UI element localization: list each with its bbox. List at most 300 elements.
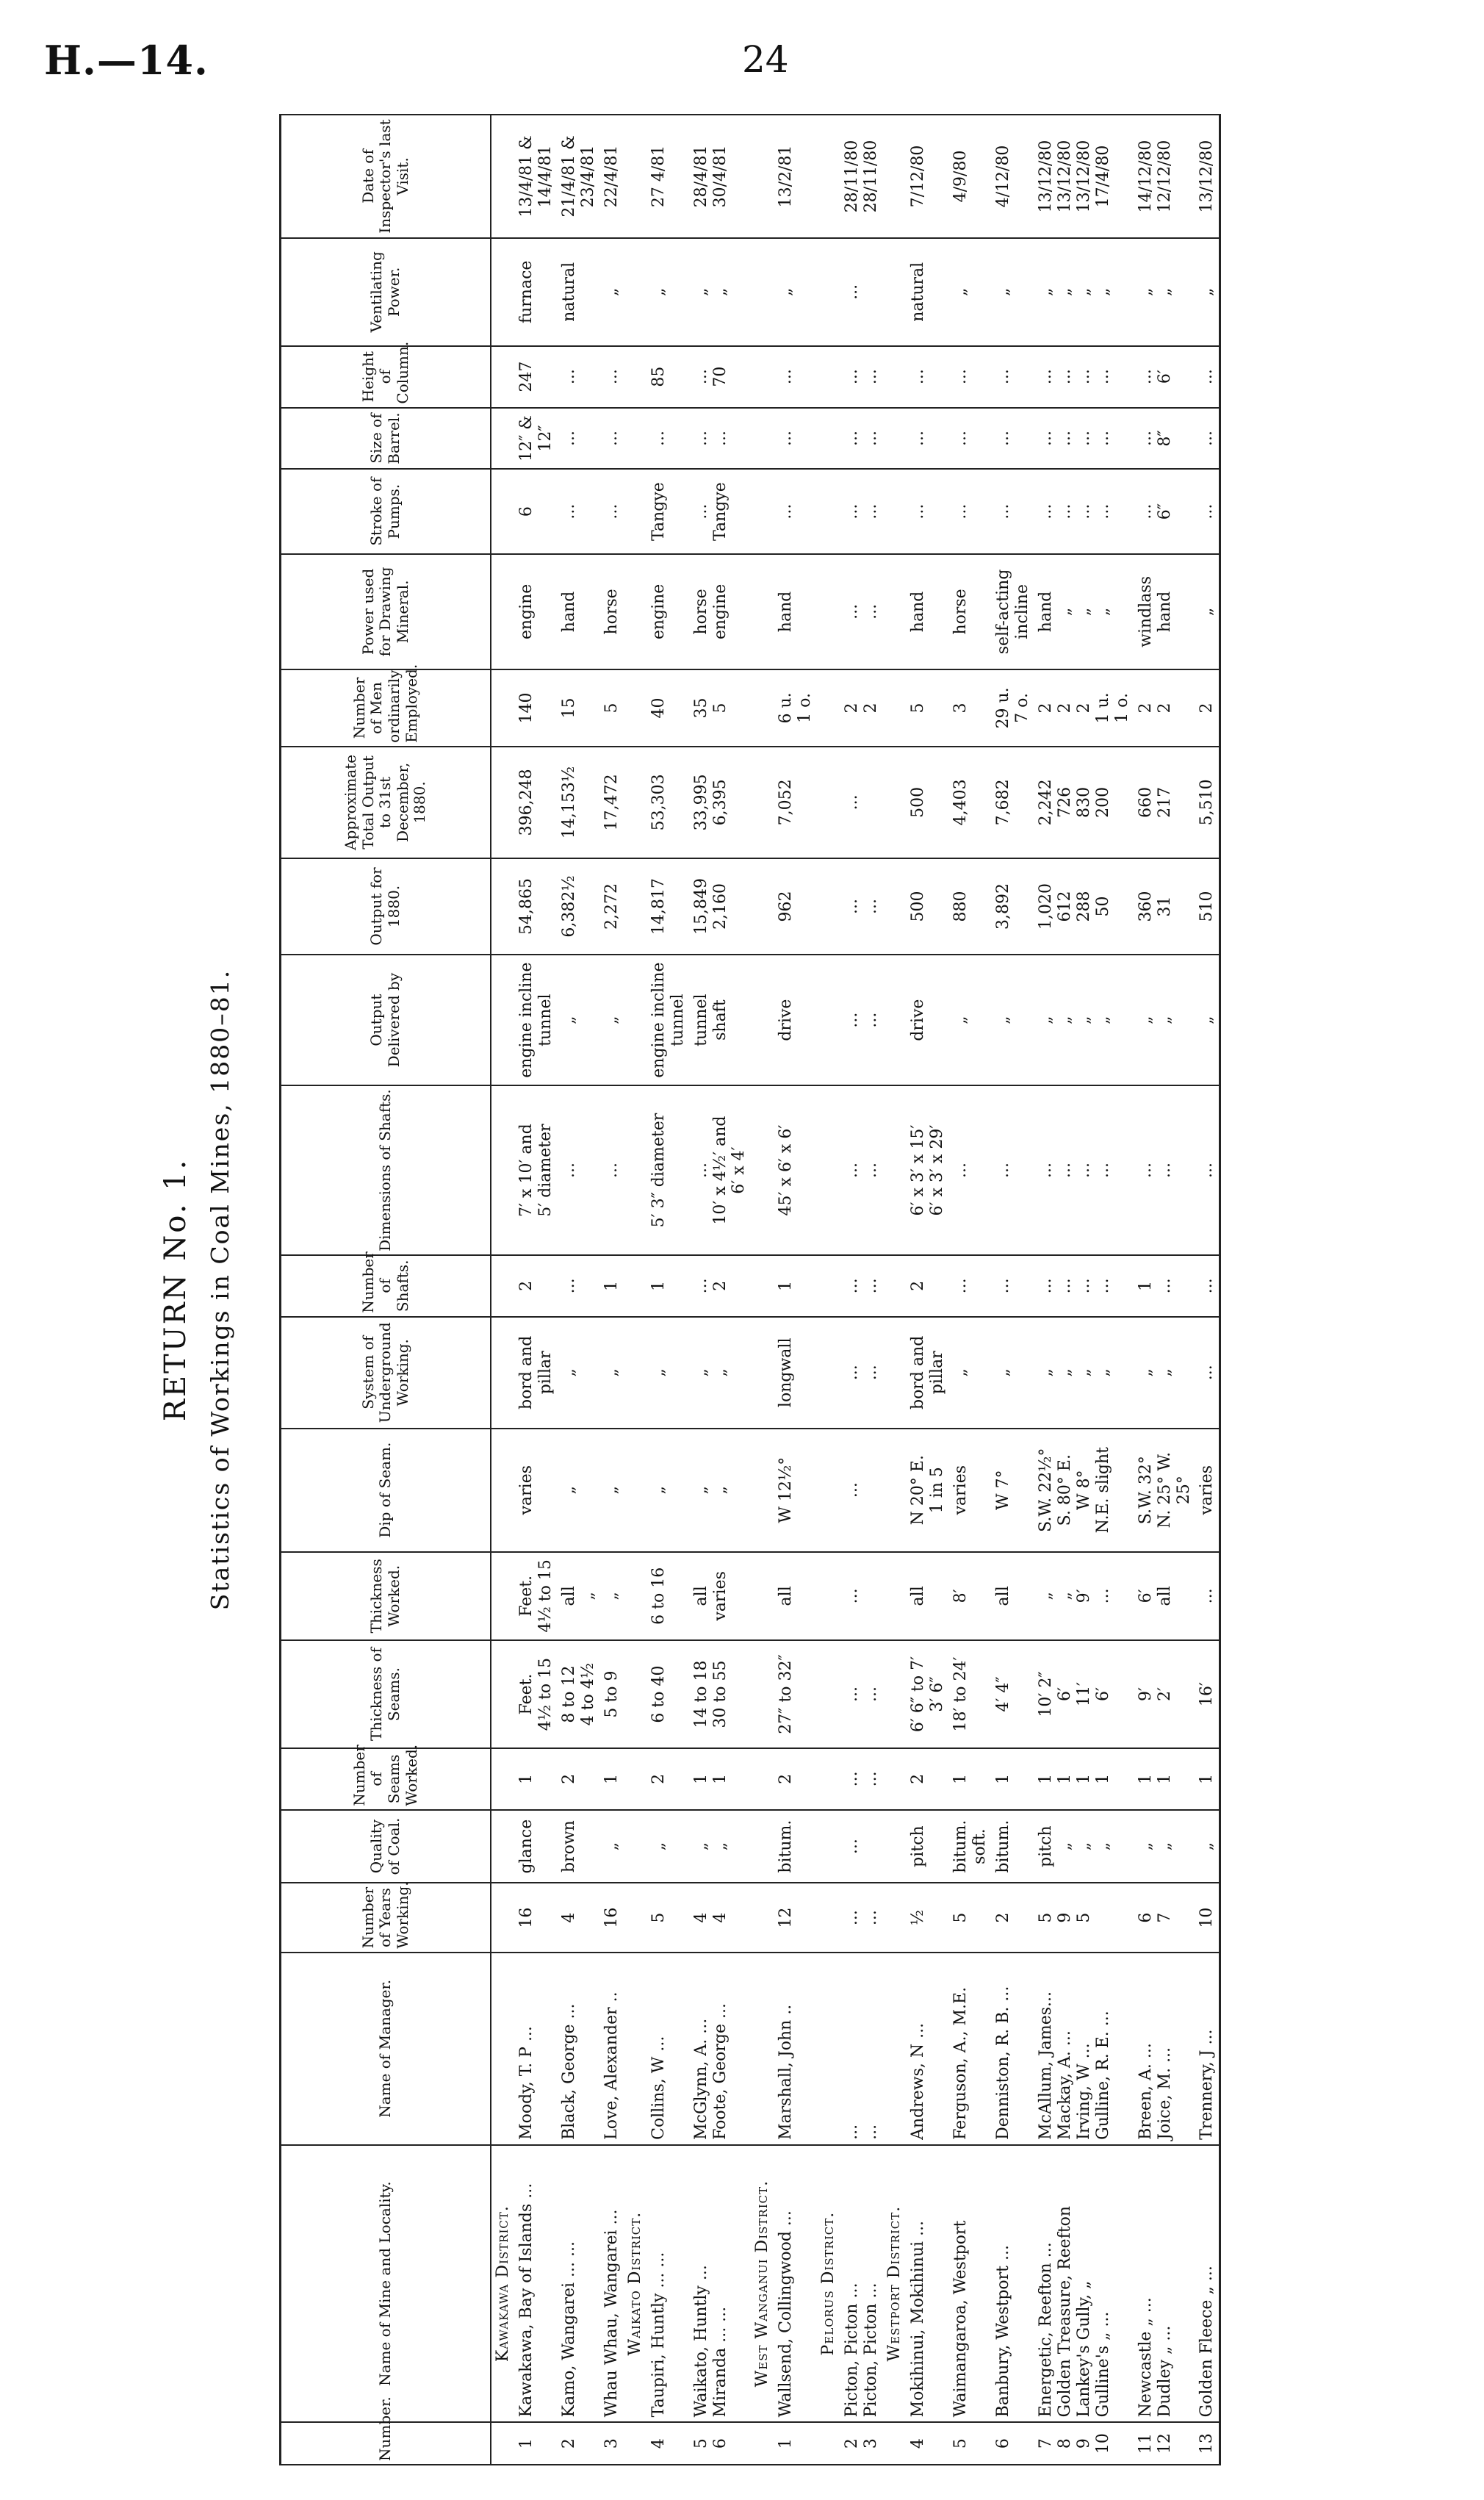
- table-cell: „ „: [690, 1317, 752, 1429]
- table-cell: 16: [515, 1883, 558, 1952]
- table-row: [515, 115, 558, 2465]
- table-cell: „ „: [1134, 955, 1196, 1085]
- table-cell: ... Tangye: [690, 469, 752, 553]
- table-cell: W 7°: [992, 1429, 1034, 1552]
- table-cell: ... ...: [840, 1883, 883, 1952]
- table-subtitle: Statistics of Workings in Coal Mines, 1880–81.: [206, 969, 234, 1611]
- table-cell: 18′ to 24′: [949, 1640, 992, 1748]
- table-row: [558, 115, 600, 2465]
- table-cell: 2: [907, 1255, 949, 1317]
- table-cell: ... ... ... ...: [1034, 1255, 1134, 1317]
- table-cell: ...: [907, 408, 949, 470]
- table-cell: brown: [558, 1810, 600, 1883]
- table-cell: N 20° E. 1 in 5: [907, 1429, 949, 1552]
- table-cell: Waikato, Huntly ... Miranda ... ...: [690, 2145, 752, 2422]
- table-cell: 140: [515, 669, 558, 747]
- table-cell: 2 3: [840, 2422, 883, 2465]
- table-cell: all: [907, 1552, 949, 1641]
- table-cell: horse: [949, 554, 992, 669]
- table-cell: 3,892: [992, 858, 1034, 955]
- table-cell: 2: [774, 1748, 817, 1810]
- table-cell: ... ...: [840, 408, 883, 470]
- table-cell: drive: [774, 955, 817, 1085]
- table-cell: „: [558, 955, 600, 1085]
- table-cell: 6′ all: [1134, 1552, 1196, 1641]
- table-cell: horse: [600, 554, 624, 669]
- table-cell: „: [992, 1317, 1034, 1429]
- table-cell: ...: [992, 408, 1034, 470]
- table-cell: „ „: [690, 238, 752, 346]
- table-cell: ... ...: [840, 1255, 883, 1317]
- table-cell: 5 9 5: [1034, 1883, 1134, 1952]
- table-cell: 3: [600, 2422, 624, 2465]
- table-cell: all varies: [690, 1552, 752, 1641]
- table-cell: 7′ x 10′ and 5′ diameter: [515, 1085, 558, 1255]
- table-cell: 45′ x 6′ x 6′: [774, 1085, 817, 1255]
- table-cell: 1 ...: [1134, 1255, 1196, 1317]
- table-cell: windlass hand: [1134, 554, 1196, 669]
- table-cell: ... 10′ x 4½′ and 6′ x 4′: [690, 1085, 752, 1255]
- table-cell: ...: [840, 1552, 883, 1641]
- table-cell: 2: [1195, 669, 1220, 747]
- table-cell: Kamo, Wangarei ... ...: [558, 2145, 600, 2422]
- table-cell: Feet. 4½ to 15: [515, 1640, 558, 1748]
- district-row: [751, 115, 774, 2465]
- table-cell: 4′ 4″: [992, 1640, 1034, 1748]
- column-header: Dimensions of Shafts.: [281, 1085, 491, 1255]
- table-cell: „: [992, 955, 1034, 1085]
- table-cell: 1 1 1 1: [1034, 1748, 1134, 1810]
- table-row: [840, 115, 883, 2465]
- table-cell: 2 2: [1134, 669, 1196, 747]
- table-cell: 360 31: [1134, 858, 1196, 955]
- table-cell: 7,682: [992, 747, 1034, 858]
- table-cell: 4: [558, 1883, 600, 1952]
- table-cell: ...: [949, 469, 992, 553]
- table-cell: 7 8 9 10: [1034, 2422, 1134, 2465]
- table-cell: ...: [1195, 346, 1220, 408]
- table-cell: 12: [774, 1883, 817, 1952]
- table-cell: 4 4: [690, 1883, 752, 1952]
- table-cell: 28/4/81 30/4/81: [690, 115, 752, 238]
- table-cell: Taupiri, Huntly ... ...: [647, 2145, 690, 2422]
- table-cell: self-acting incline: [992, 554, 1034, 669]
- table-cell: bitum.: [992, 1810, 1034, 1883]
- column-header: Output for 1880.: [281, 858, 491, 955]
- table-cell: ...: [600, 408, 624, 470]
- table-cell: 54,865: [515, 858, 558, 955]
- table-cell: ...: [1195, 1317, 1220, 1429]
- table-cell: ... 2: [690, 1255, 752, 1317]
- table-cell: ...: [992, 1255, 1034, 1317]
- table-cell: ...: [949, 346, 992, 408]
- table-cell: all „: [558, 1552, 600, 1641]
- table-cell: natural: [558, 238, 600, 346]
- table-cell: Feet. 4½ to 15: [515, 1552, 558, 1641]
- table-cell: 4: [647, 2422, 690, 2465]
- table-cell: ...: [907, 346, 949, 408]
- table-cell: 2: [992, 1883, 1034, 1952]
- table-cell: 500: [907, 747, 949, 858]
- table-cell: 2,242 726 830 200: [1034, 747, 1134, 858]
- district-name: Waikato District.: [624, 2145, 647, 2422]
- table-cell: 8′: [949, 1552, 992, 1641]
- column-header: Thickness of Seams.: [281, 1640, 491, 1748]
- table-cell: 28/11/80 28/11/80: [840, 115, 883, 238]
- table-cell: hand „ „ „: [1034, 554, 1134, 669]
- table-cell: 2 2: [840, 669, 883, 747]
- table-cell: pitch „ „ „: [1034, 1810, 1134, 1883]
- table-cell: 33,995 6,395: [690, 747, 752, 858]
- district-name: West Wanganui District.: [751, 2145, 774, 2422]
- table-cell: 5: [949, 2422, 992, 2465]
- table-cell: 7,052: [774, 747, 817, 858]
- table-cell: Tangye: [647, 469, 690, 553]
- table-cell: „: [647, 1810, 690, 1883]
- table-cell: 10: [1195, 1883, 1220, 1952]
- district-row: [491, 115, 515, 2465]
- table-cell: ...: [840, 1810, 883, 1883]
- table-cell: S.W. 32° N. 25° W. 25°: [1134, 1429, 1196, 1552]
- table-cell: „: [949, 955, 992, 1085]
- table-cell: Marshall, John ..: [774, 1953, 817, 2145]
- table-cell: McGlynn, A. ... Foote, George ...: [690, 1953, 752, 2145]
- page-header: [44, 37, 1440, 103]
- table-cell: 6 u. 1 o.: [774, 669, 817, 747]
- coal-mines-table: [279, 114, 1221, 2465]
- table-cell: 6 to 40: [647, 1640, 690, 1748]
- table-cell: 21/4/81 & 23/4/81: [558, 115, 600, 238]
- table-cell: 7/12/80: [907, 115, 949, 238]
- table-cell: ... ... ... ...: [1034, 469, 1134, 553]
- table-cell: 2: [647, 1748, 690, 1810]
- table-cell: ... ...: [840, 858, 883, 955]
- table-cell: 247: [515, 346, 558, 408]
- table-cell: 14/12/80 12/12/80: [1134, 115, 1196, 238]
- column-header: Output Delivered by: [281, 955, 491, 1085]
- column-header: System of Underground Working.: [281, 1317, 491, 1429]
- table-cell: ...: [949, 1085, 992, 1255]
- table-row: [992, 115, 1034, 2465]
- table-cell: 6 7: [1134, 1883, 1196, 1952]
- column-header: Approximate Total Output to 31st December, 1880.: [281, 747, 491, 858]
- table-cell: ... ...: [840, 469, 883, 553]
- table-cell: ...: [774, 408, 817, 470]
- table-cell: „ „ „ „: [1034, 1317, 1134, 1429]
- table-cell: bitum.: [774, 1810, 817, 1883]
- table-cell: engine: [515, 554, 558, 669]
- table-cell: 500: [907, 858, 949, 955]
- column-header: Number of Years Working.: [281, 1883, 491, 1952]
- table-cell: 12″ & 12″: [515, 408, 558, 470]
- table-cell: ½: [907, 1883, 949, 1952]
- column-header: Quality of Coal.: [281, 1810, 491, 1883]
- table-cell: „: [949, 238, 992, 346]
- table-cell: ...: [840, 238, 883, 346]
- table-caption: [154, 114, 272, 2465]
- column-header: Number of Seams Worked.: [281, 1748, 491, 1810]
- table-cell: Wallsend, Collingwood ...: [774, 2145, 817, 2422]
- column-header: Name of Mine and Locality.: [281, 2145, 491, 2422]
- table-cell: „: [600, 955, 624, 1085]
- table-row: [1134, 115, 1196, 2465]
- table-cell: McAllum, James... Mackay, A. ... Irving, W ... Gulline, R. E. ...: [1034, 1953, 1134, 2145]
- table-cell: 5′ 3″ diameter: [647, 1085, 690, 1255]
- table-cell: ...: [600, 469, 624, 553]
- table-cell: „: [949, 1317, 992, 1429]
- table-cell: 53,303: [647, 747, 690, 858]
- table-cell: 13: [1195, 2422, 1220, 2465]
- table-body: [491, 115, 1220, 2465]
- table-cell: ...: [992, 1085, 1034, 1255]
- table-cell: ...: [1195, 1255, 1220, 1317]
- district-row: [624, 115, 647, 2465]
- table-cell: ... ...: [840, 346, 883, 408]
- table-cell: all: [992, 1552, 1034, 1641]
- table-cell: 2: [558, 2422, 600, 2465]
- table-cell: Newcastle „ ... Dudley „ ...: [1134, 2145, 1196, 2422]
- table-cell: 35 5: [690, 669, 752, 747]
- table-cell: ...: [949, 408, 992, 470]
- table-cell: 1: [1195, 1748, 1220, 1810]
- table-row: [647, 115, 690, 2465]
- table-cell: furnace: [515, 238, 558, 346]
- table-cell: 16: [600, 1883, 624, 1952]
- district-name: Pelorus District.: [817, 2145, 840, 2422]
- table-cell: 27 4/81: [647, 115, 690, 238]
- table-cell: 5: [907, 669, 949, 747]
- rotated-table-block: [154, 114, 1403, 2465]
- table-cell: „: [1195, 1810, 1220, 1883]
- table-cell: ... ...: [1134, 1085, 1196, 1255]
- table-cell: ... ...: [840, 955, 883, 1085]
- column-header: Number.: [281, 2422, 491, 2465]
- table-cell: ... 70: [690, 346, 752, 408]
- table-row: [690, 115, 752, 2465]
- table-cell: ...: [907, 469, 949, 553]
- page-number: 24: [742, 38, 789, 81]
- table-cell: W 12½°: [774, 1429, 817, 1552]
- table-cell: Whau Whau, Wangarei ...: [600, 2145, 624, 2422]
- table-cell: Trennery, J ...: [1195, 1953, 1220, 2145]
- table-cell: 880: [949, 858, 992, 955]
- table-cell: 5: [600, 669, 624, 747]
- table-cell: Waimangaroa, Westport: [949, 2145, 992, 2422]
- table-cell: 1: [774, 2422, 817, 2465]
- table-cell: varies: [1195, 1429, 1220, 1552]
- table-cell: Andrews, N ...: [907, 1953, 949, 2145]
- table-cell: „: [1195, 554, 1220, 669]
- column-header: Number of Men ordinarily Employed.: [281, 669, 491, 747]
- table-cell: Golden Fleece „ ...: [1195, 2145, 1220, 2422]
- table-cell: 13/12/80: [1195, 115, 1220, 238]
- table-cell: 40: [647, 669, 690, 747]
- table-cell: 660 217: [1134, 747, 1196, 858]
- table-cell: 6′ x 3′ x 15′ 6′ x 3′ x 29′: [907, 1085, 949, 1255]
- table-cell: 1: [515, 2422, 558, 2465]
- table-cell: 3: [949, 669, 992, 747]
- table-cell: hand: [558, 554, 600, 669]
- table-cell: „: [992, 238, 1034, 346]
- district-row: [817, 115, 840, 2465]
- table-cell: longwall: [774, 1317, 817, 1429]
- table-cell: Collins, W ...: [647, 1953, 690, 2145]
- table-cell: „: [558, 1317, 600, 1429]
- table-cell: engine: [647, 554, 690, 669]
- table-cell: S.W. 22½° S. 80° E. W 8° N.E. slight: [1034, 1429, 1134, 1552]
- table-cell: 1: [949, 1748, 992, 1810]
- table-cell: 1: [600, 1255, 624, 1317]
- table-cell: Kawakawa, Bay of Islands ...: [515, 2145, 558, 2422]
- table-cell: 6: [515, 469, 558, 553]
- table-cell: 6′ 6″ to 7′ 3′ 6″: [907, 1640, 949, 1748]
- table-cell: ... ...: [840, 1640, 883, 1748]
- table-cell: ... 6′: [1134, 346, 1196, 408]
- table-cell: Denniston, R. B. ...: [992, 1953, 1034, 2145]
- table-cell: varies: [515, 1429, 558, 1552]
- table-cell: Mokihinui, Mokihinui ...: [907, 2145, 949, 2422]
- table-cell: pitch: [907, 1810, 949, 1883]
- table-cell: 510: [1195, 858, 1220, 955]
- column-header: Dip of Seam.: [281, 1429, 491, 1552]
- table-cell: 2 2 2 1 u. 1 o.: [1034, 669, 1134, 747]
- table-cell: ...: [1195, 1552, 1220, 1641]
- table-cell: 8 to 12 4 to 4½: [558, 1640, 600, 1748]
- table-cell: „: [647, 1429, 690, 1552]
- table-cell: 5 to 9: [600, 1640, 624, 1748]
- table-cell: 4: [907, 2422, 949, 2465]
- district-name: Kawakawa District.: [491, 2145, 515, 2422]
- column-header: Size of Barrel.: [281, 408, 491, 470]
- table-cell: tunnel shaft: [690, 955, 752, 1085]
- column-header: Date of Inspector's last Visit.: [281, 115, 491, 238]
- table-cell: „: [600, 1429, 624, 1552]
- table-cell: ... ...: [840, 554, 883, 669]
- column-header: Thickness Worked.: [281, 1552, 491, 1641]
- table-cell: 5: [647, 1883, 690, 1952]
- table-cell: Black, George ...: [558, 1953, 600, 2145]
- table-cell: 14,817: [647, 858, 690, 955]
- table-cell: bitum. soft.: [949, 1810, 992, 1883]
- table-cell: ...: [949, 1255, 992, 1317]
- table-cell: 15,849 2,160: [690, 858, 752, 955]
- table-cell: ...: [840, 747, 883, 858]
- table-cell: 2: [515, 1255, 558, 1317]
- table-cell: Ferguson, A., M.E.: [949, 1953, 992, 2145]
- table-cell: 4/9/80: [949, 115, 992, 238]
- table-cell: ...: [840, 1429, 883, 1552]
- table-cell: 2: [907, 1748, 949, 1810]
- table-cell: 5,510: [1195, 747, 1220, 858]
- column-header: Number of Shafts.: [281, 1255, 491, 1317]
- table-cell: ...: [992, 469, 1034, 553]
- table-row: [949, 115, 992, 2465]
- table-cell: ...: [1195, 408, 1220, 470]
- table-cell: Moody, T. P ...: [515, 1953, 558, 2145]
- table-cell: 396,248: [515, 747, 558, 858]
- district-name: Westport District.: [883, 2145, 907, 2422]
- table-cell: ...: [1195, 1085, 1220, 1255]
- table-cell: 29 u. 7 o.: [992, 669, 1034, 747]
- table-cell: 11 12: [1134, 2422, 1196, 2465]
- table-cell: horse engine: [690, 554, 752, 669]
- table-cell: all: [774, 1552, 817, 1641]
- table-cell: 1: [992, 1748, 1034, 1810]
- table-cell: ... ...: [690, 408, 752, 470]
- table-row: [1195, 115, 1220, 2465]
- table-cell: „ „ 9′ ...: [1034, 1552, 1134, 1641]
- table-cell: 4,403: [949, 747, 992, 858]
- table-cell: ...: [558, 408, 600, 470]
- table-cell: ...: [774, 469, 817, 553]
- table-cell: ... ... ... ...: [1034, 408, 1134, 470]
- column-header: Ventilating Power.: [281, 238, 491, 346]
- table-row: [1034, 115, 1134, 2465]
- table-cell: bord and pillar: [515, 1317, 558, 1429]
- table-cell: ...: [558, 469, 600, 553]
- table-cell: „ „: [1134, 1810, 1196, 1883]
- table-cell: 5 6: [690, 2422, 752, 2465]
- table-cell: „: [600, 1317, 624, 1429]
- table-cell: ... ... ... ...: [1034, 346, 1134, 408]
- table-cell: 1,020 612 288 50: [1034, 858, 1134, 955]
- table-cell: „: [1195, 238, 1220, 346]
- table-row: [907, 115, 949, 2465]
- table-cell: Breen, A. ... Joice, M. ...: [1134, 1953, 1196, 2145]
- table-cell: „: [647, 238, 690, 346]
- district-row: [883, 115, 907, 2465]
- table-cell: engine incline tunnel: [515, 955, 558, 1085]
- table-cell: „ „: [1134, 1317, 1196, 1429]
- table-cell: hand: [774, 554, 817, 669]
- table-cell: 1: [647, 1255, 690, 1317]
- table-cell: ... ... ... ...: [1034, 1085, 1134, 1255]
- table-cell: 4/12/80: [992, 115, 1034, 238]
- table-cell: 13/4/81 & 14/4/81: [515, 115, 558, 238]
- table-cell: drive: [907, 955, 949, 1085]
- table-cell: ...: [600, 1085, 624, 1255]
- table-cell: Love, Alexander ..: [600, 1953, 624, 2145]
- table-cell: 27″ to 32″: [774, 1640, 817, 1748]
- table-cell: 85: [647, 346, 690, 408]
- table-cell: 6 to 16: [647, 1552, 690, 1641]
- table-row: [600, 115, 624, 2465]
- table-cell: 14 to 18 30 to 55: [690, 1640, 752, 1748]
- table-cell: 22/4/81: [600, 115, 624, 238]
- table-cell: 13/2/81: [774, 115, 817, 238]
- table-cell: 1 1: [1134, 1748, 1196, 1810]
- column-header: Name of Manager.: [281, 1953, 491, 2145]
- table-row: [774, 115, 817, 2465]
- table-cell: ...: [1195, 469, 1220, 553]
- table-cell: Banbury, Westport ...: [992, 2145, 1034, 2422]
- table-cell: natural: [907, 238, 949, 346]
- table-cell: 5: [949, 1883, 992, 1952]
- table-cell: ... 6″: [1134, 469, 1196, 553]
- column-header: Stroke of Pumps.: [281, 469, 491, 553]
- table-cell: ... ...: [840, 1085, 883, 1255]
- table-cell: „ „ „ „: [1034, 955, 1134, 1085]
- table-cell: 6: [992, 2422, 1034, 2465]
- table-cell: 1: [774, 1255, 817, 1317]
- table-cell: ...: [600, 346, 624, 408]
- table-cell: hand: [907, 554, 949, 669]
- table-cell: ... ...: [840, 1748, 883, 1810]
- table-cell: 14,153½: [558, 747, 600, 858]
- table-cell: 6,382½: [558, 858, 600, 955]
- report-reference: H.—14.: [44, 37, 209, 84]
- table-cell: 1: [515, 1748, 558, 1810]
